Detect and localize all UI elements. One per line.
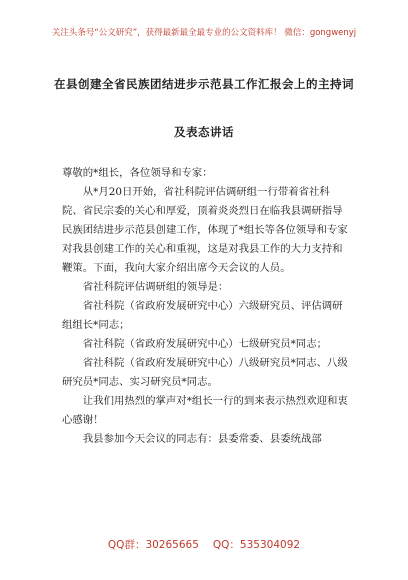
document-title-continuation: 及表态讲话 xyxy=(174,125,234,139)
document-body xyxy=(62,164,348,449)
document-title: 在县创建全省民族团结进步示范县工作汇报会上的主持词 xyxy=(54,77,354,91)
footer-contact xyxy=(0,537,408,552)
header-promo-note: 关注头条号“公文研究”，获得最新最全最专业的公文资料库！ 微信：gongwenyj xyxy=(51,28,357,38)
paragraph: 省社科院评估调研组的领导是： xyxy=(82,281,229,293)
paragraph: 省社科院（省政府发展研究中心）六级研究员、评估调研组组长*同志； xyxy=(62,300,343,331)
paragraph: 省社科院（省政府发展研究中心）八级研究员*同志、八级研究员*同志、实习研究员*同志。 xyxy=(62,357,348,388)
paragraph: 我县参加今天会议的同志有：县委常委、县委统战部 xyxy=(82,433,322,445)
salutation: 尊敬的*组长，各位领导和专家： xyxy=(62,167,213,179)
footer-qq-group: QQ群：30265665 xyxy=(107,539,199,551)
paragraph: 从*月20日开始，省社科院评估调研组一行带着省社科院、省民宗委的关心和厚爱，顶着炎炎烈日在临我县调研指导民族团结进步示范县创建工作，体现了*组长等各位领导和专家对我县创建工作的关心和重视，这是对我县工作的大力支持和鞭策。下面，我向大家介绍出席今天会议的人员。 xyxy=(62,186,348,274)
paragraph: 省社科院（省政府发展研究中心）七级研究员*同志； xyxy=(82,338,327,350)
footer-qq: QQ：535304092 xyxy=(212,539,301,551)
paragraph: 让我们用热烈的掌声对*组长一行的到来表示热烈欢迎和衷心感谢！ xyxy=(62,395,348,426)
